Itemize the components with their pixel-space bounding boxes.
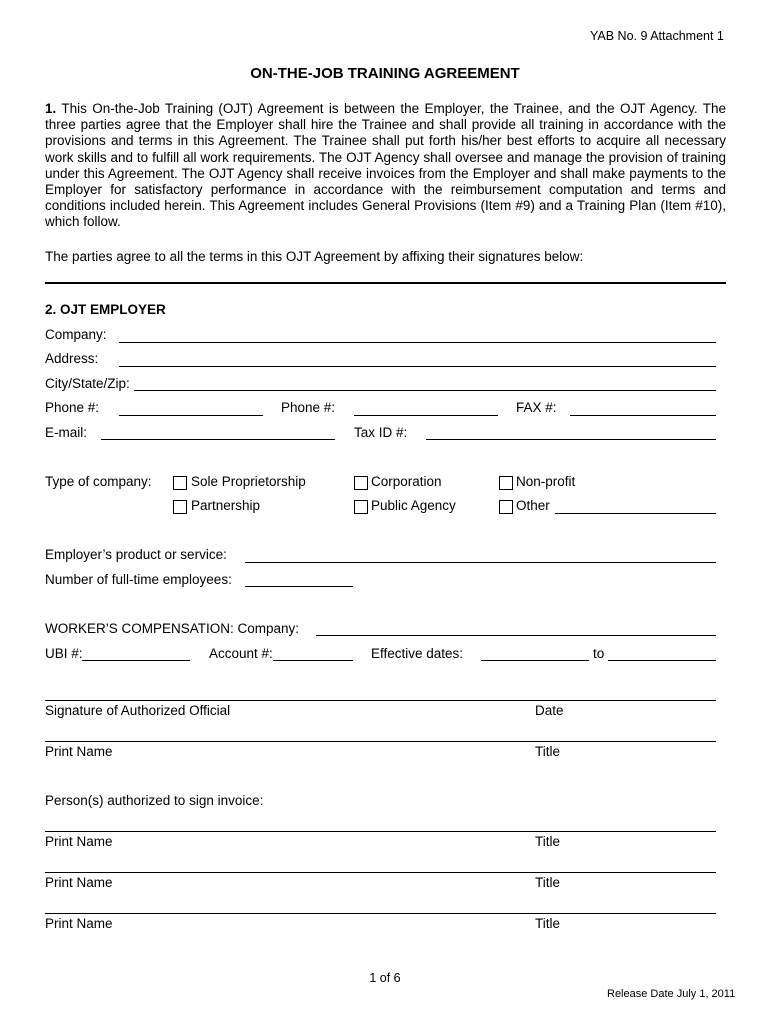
ubi-field[interactable]	[82, 660, 190, 661]
title-label: Title	[535, 744, 561, 759]
official-print-name-line[interactable]	[45, 741, 716, 742]
address-label: Address:	[45, 351, 99, 366]
non-profit-checkbox[interactable]	[499, 476, 513, 490]
product-service-label: Employer’s product or service:	[45, 547, 227, 562]
email-field[interactable]	[101, 439, 335, 440]
section-number: 1.	[45, 101, 57, 116]
official-signature-line[interactable]	[45, 700, 716, 701]
fax-field[interactable]	[570, 415, 716, 416]
company-field[interactable]	[119, 342, 716, 343]
invoice-signer-3-line[interactable]	[45, 913, 716, 914]
employees-field[interactable]	[245, 586, 353, 587]
account-label: Account #:	[209, 646, 273, 661]
agree-statement: The parties agree to all the terms in this OJT Agreement by affixing their signatures below:	[45, 249, 584, 264]
ubi-label: UBI #:	[45, 646, 83, 661]
workers-comp-field[interactable]	[316, 635, 716, 636]
page-number: 1 of 6	[369, 971, 401, 985]
non-profit-label: Non-profit	[516, 474, 576, 489]
phone-label-1: Phone #:	[45, 400, 100, 415]
product-service-field[interactable]	[245, 562, 716, 563]
partnership-label: Partnership	[191, 498, 261, 513]
other-checkbox[interactable]	[499, 500, 513, 514]
sole-proprietorship-checkbox[interactable]	[173, 476, 187, 490]
official-signature-label: Signature of Authorized Official	[45, 703, 231, 718]
section-divider	[45, 282, 726, 284]
city-state-zip-label: City/State/Zip:	[45, 376, 130, 391]
city-state-zip-field[interactable]	[134, 390, 716, 391]
effective-end-field[interactable]	[608, 660, 716, 661]
page-title: ON-THE-JOB TRAINING AGREEMENT	[250, 65, 520, 82]
release-date: Release Date July 1, 2011	[607, 988, 736, 1000]
to-label: to	[593, 646, 605, 661]
corporation-checkbox[interactable]	[354, 476, 368, 490]
phone-field-1[interactable]	[119, 415, 263, 416]
print-name-label: Print Name	[45, 744, 113, 759]
invoice-persons-label: Person(s) authorized to sign invoice:	[45, 793, 264, 808]
email-label: E-mail:	[45, 425, 88, 440]
employees-label: Number of full-time employees:	[45, 572, 232, 587]
phone-label-2: Phone #:	[281, 400, 336, 415]
company-label: Company:	[45, 327, 107, 342]
date-label: Date	[535, 703, 564, 718]
workers-comp-label: WORKER’S COMPENSATION: Company:	[45, 621, 300, 636]
print-name-label: Print Name	[45, 834, 113, 849]
public-agency-label: Public Agency	[371, 498, 456, 513]
effective-start-field[interactable]	[481, 660, 589, 661]
title-label: Title	[535, 834, 561, 849]
corporation-label: Corporation	[371, 474, 442, 489]
other-field[interactable]	[555, 513, 716, 514]
phone-field-2[interactable]	[354, 415, 498, 416]
fax-label: FAX #:	[516, 400, 557, 415]
print-name-label: Print Name	[45, 916, 113, 931]
company-type-label: Type of company:	[45, 474, 152, 489]
intro-paragraph	[45, 101, 726, 231]
intro-text: This On-the-Job Training (OJT) Agreement is between the Employer, the Trainee, and the OJT Agency. The three parties agree that the Employer shall hire the Trainee and shall provide all training in accordance with the provisions and terms in this Agreement. The Trainee shall put forth his/her best efforts to acquire all necessary work skills and to fulfill all work requirements. The OJT Agency shall oversee and manage the provision of training under this Agreement. The OJT Agency shall receive invoices from the Employer and shall make payments to the Employer for satisfactory performance in accordance with the reimbursement computation and terms and conditions included herein. This Agreement includes General Provisions (Item #9) and a Training Plan (Item #10), which follow.	[45, 101, 726, 230]
taxid-label: Tax ID #:	[354, 425, 408, 440]
title-label: Title	[535, 916, 561, 931]
attachment-label: YAB No. 9 Attachment 1	[590, 29, 724, 43]
other-label: Other	[516, 498, 550, 513]
effective-dates-label: Effective dates:	[371, 646, 464, 661]
invoice-signer-1-line[interactable]	[45, 831, 716, 832]
public-agency-checkbox[interactable]	[354, 500, 368, 514]
sole-proprietorship-label: Sole Proprietorship	[191, 474, 306, 489]
invoice-signer-2-line[interactable]	[45, 872, 716, 873]
title-label: Title	[535, 875, 561, 890]
print-name-label: Print Name	[45, 875, 113, 890]
address-field[interactable]	[119, 366, 716, 367]
partnership-checkbox[interactable]	[173, 500, 187, 514]
employer-heading: 2. OJT EMPLOYER	[45, 302, 166, 317]
account-field[interactable]	[273, 660, 353, 661]
taxid-field[interactable]	[426, 439, 716, 440]
